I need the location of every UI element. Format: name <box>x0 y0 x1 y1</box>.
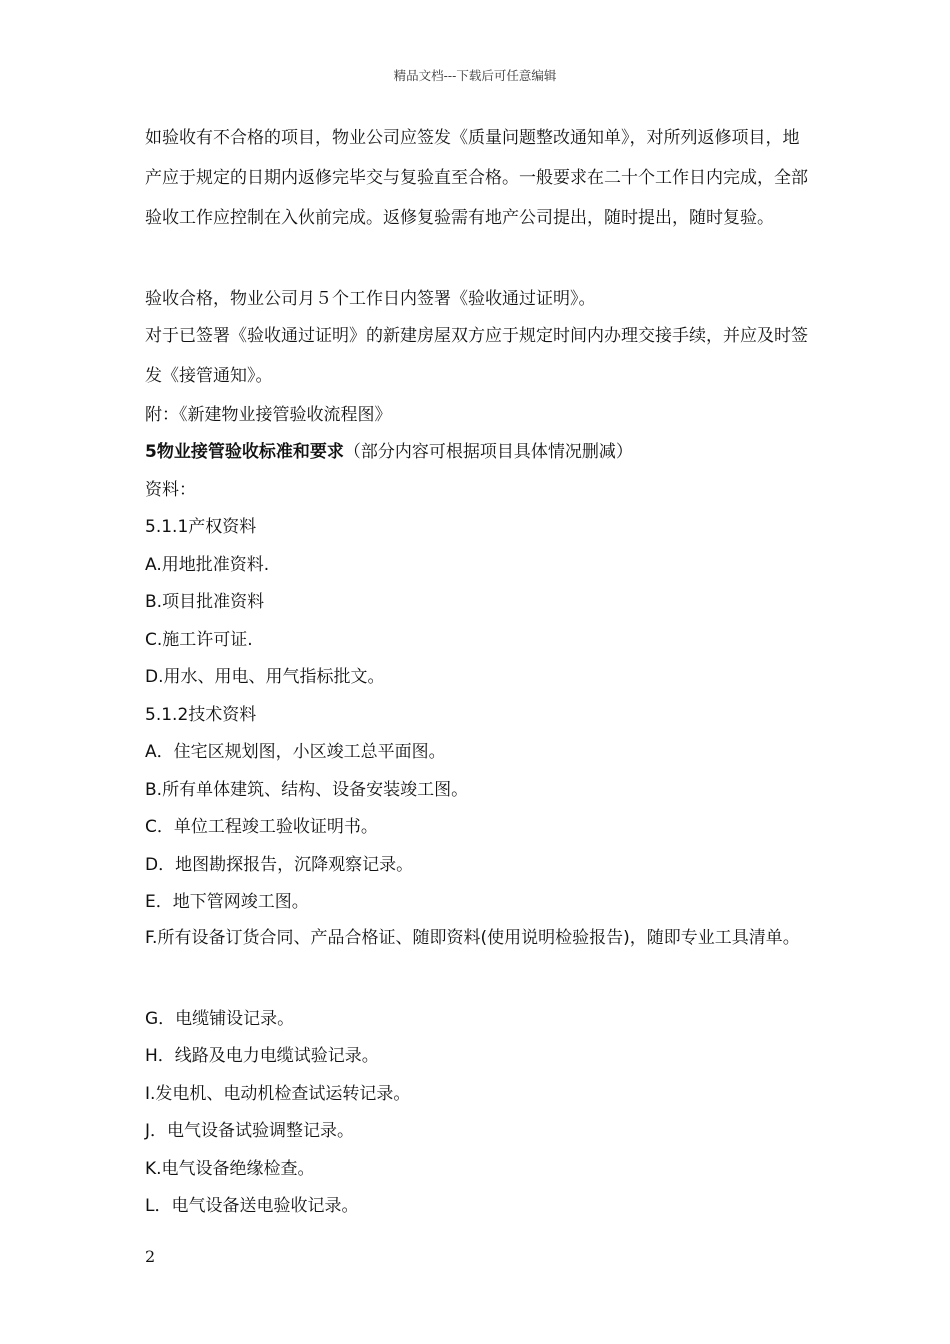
list-item: B.项目批准资料 <box>145 592 265 612</box>
paragraph-acceptance-pass: 验收合格，物业公司月５个工作日内签署《验收通过证明》。 <box>145 289 596 309</box>
list-item: I.发电机、电动机检查试运转记录。 <box>145 1084 411 1104</box>
list-item: D.用水、用电、用气指标批文。 <box>145 667 385 687</box>
list-item: G．电缆铺设记录。 <box>145 1009 295 1029</box>
section-note: （部分内容可根据项目具体情况删减） <box>343 442 633 462</box>
page-number: 2 <box>145 1247 156 1266</box>
list-item: A．住宅区规划图，小区竣工总平面图。 <box>145 742 446 762</box>
list-item: H．线路及电力电缆试验记录。 <box>145 1046 379 1066</box>
list-item: K.电气设备绝缘检查。 <box>145 1159 315 1179</box>
list-item-equipment-contracts: F.所有设备订货合同、产品合格证、随即资料(使用说明检验报告)，随即专业工具清单。 <box>145 928 800 948</box>
attachment-line: 附：《新建物业接管验收流程图》 <box>145 405 392 425</box>
list-item: C．单位工程竣工验收证明书。 <box>145 817 378 837</box>
page-header: 精品文档---下载后可任意编辑 <box>393 68 557 83</box>
list-item: J．电气设备试验调整记录。 <box>145 1121 355 1141</box>
list-item: A.用地批准资料. <box>145 555 270 575</box>
list-item: L．电气设备送电验收记录。 <box>145 1196 359 1216</box>
section-title: 5物业接管验收标准和要求 <box>145 442 344 462</box>
materials-label: 资料： <box>145 480 196 500</box>
paragraph-handover: 对于已签署《验收通过证明》的新建房屋双方应于规定时间内办理交接手续，并应及时签发《接管通知》。 <box>145 326 808 386</box>
list-item: C.施工许可证. <box>145 630 253 650</box>
list-item: E．地下管网竣工图。 <box>145 892 309 912</box>
subsection-technical: 5.1.2技术资料 <box>145 705 257 725</box>
list-item: D．地图勘探报告，沉降观察记录。 <box>145 855 414 875</box>
list-item: B.所有单体建筑、结构、设备安装竣工图。 <box>145 780 469 800</box>
paragraph-rectification: 如验收有不合格的项目，物业公司应签发《质量问题整改通知单》，对所列返修项目，地产应于规定的日期内返修完毕交与复验直至合格。一般要求在二十个工作日内完成，全部验收工作应控制在入伙前完成。返修复验需有地产公司提出，随时提出，随时复验。 <box>145 128 808 228</box>
subsection-property-rights: 5.1.1产权资料 <box>145 517 257 537</box>
section-heading <box>145 441 825 463</box>
